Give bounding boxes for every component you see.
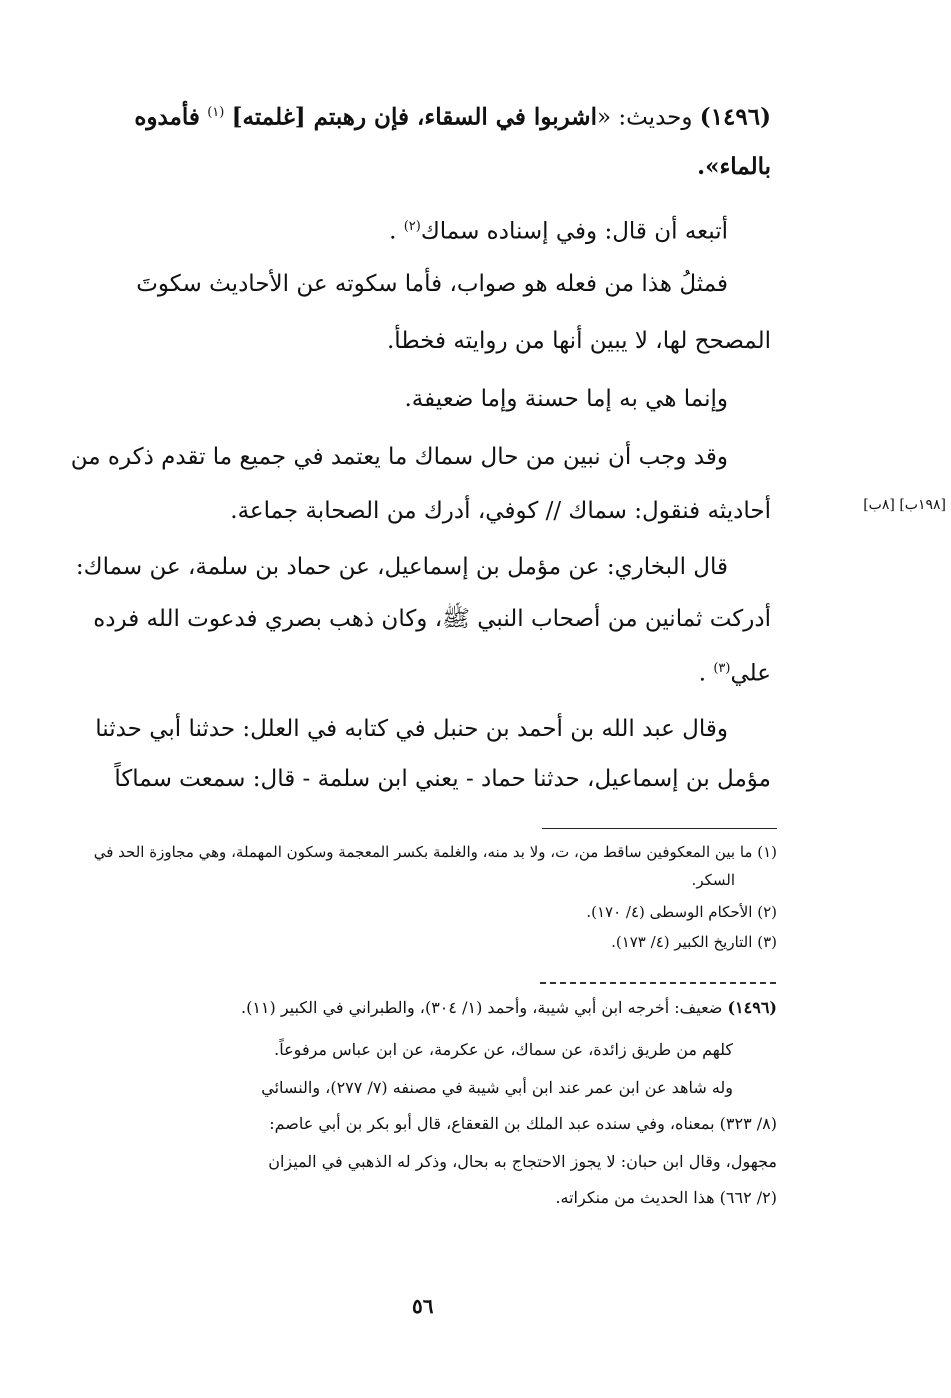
line3-tail: . [389,218,397,245]
main-line-9: قال البخاري: عن مؤمل بن إسماعيل، عن حماد بن سلمة، عن سماك: [75,554,728,580]
footnote-1-number: (١) [757,843,777,861]
takhrij-line-2: كلهم من طريق زائدة، عن سماك، عن عكرمة، عن ابن عباس مرفوعاً. [274,1040,733,1059]
line3-text: أتبعه أن قال: وفي إسناده سماك [420,218,728,245]
main-line-12: وقال عبد الله بن أحمد بن حنبل في كتابه في العلل: حدثنا أبي حدثنا [95,716,728,742]
main-line-10: أدركت ثمانين من أصحاب النبي ﷺ، وكان ذهب بصري فدعوت الله فرده [93,606,771,632]
footnote-3 [611,930,777,954]
takhrij-separator [540,982,776,984]
margin-folio-note: [١٩٨ب] [٨ب] [863,497,946,513]
takhrij-line-4: (٨/ ٣٢٣) بمعناه، وفي سنده عبد الملك بن القعقاع، قال أبو بكر بن أبي عاصم: [269,1114,777,1133]
takhrij-line-5: مجهول، وقال ابن حبان: لا يجوز الاحتجاج به بحال، وذكر له الذهبي في الميزان [268,1152,777,1171]
main-line-13: مؤمل بن إسماعيل، حدثنا حماد - يعني ابن سلمة - قال: سمعت سماكاً [114,766,771,792]
footnote-3-text: التاريخ الكبير (٤/ ١٧٣). [611,933,753,951]
footnote-2-text: الأحكام الوسطى (٤/ ١٧٠). [586,903,753,921]
main-line-6: وإنما هي به إما حسنة وإما ضعيفة. [404,386,728,412]
main-line-1 [51,96,771,135]
line1-quote: اشربوا في السقاء، فإن رهبتم [غلمته] [231,103,597,131]
line1-tail: فأمدوه [134,103,200,131]
line11-text: علي [730,660,771,687]
main-line-2: بالماء». [697,153,771,180]
takhrij-line-6: (٢/ ٦٦٢) هذا الحديث من منكراته. [555,1188,777,1207]
main-line-3 [389,210,728,249]
footnote-1-text: ما بين المعكوفين ساقط من، ت، ولا بد منه، والغلمة بكسر المعجمة وسكون المهملة، وهي مجاوزة الحد في [93,843,753,861]
page-number: ٥٦ [412,1294,434,1318]
main-line-7: وقد وجب أن نبين من حال سماك ما يعتمد في جميع ما تقدم ذكره من [70,444,728,470]
footnote-ref-2: (٢) [403,219,421,234]
footnote-separator [542,828,777,829]
takhrij-number: (١٤٩٦) [727,998,777,1017]
footnote-2-number: (٢) [757,903,777,921]
footnote-1-continuation: السكر. [691,871,735,889]
footnote-ref-1: (١) [207,105,225,120]
line1-prefix: وحديث: « [596,104,693,131]
footnote-ref-3: (٣) [713,661,731,676]
takhrij-line-1-text: ضعيف: أخرجه ابن أبي شيبة، وأحمد (١/ ٣٠٤)، والطبراني في الكبير (١١). [241,998,723,1017]
footnote-2 [586,900,777,924]
line11-tail: . [698,660,707,687]
footnote-1 [94,840,777,864]
main-line-8: أحاديثه فنقول: سماك // كوفي، أدرك من الصحابة جماعة. [230,498,771,524]
hadith-number: (١٤٩٦) [699,103,771,131]
takhrij-line-3: وله شاهد عن ابن عمر عند ابن أبي شيبة في مصنفه (٧/ ٢٧٧)، والنسائي [261,1078,733,1097]
main-line-4: فمثلُ هذا من فعله هو صواب، فأما سكوته عن الأحاديث سكوتَ [136,271,728,297]
main-line-11 [699,652,771,691]
takhrij-line-1 [241,994,777,1022]
main-line-5: المصحح لها، لا يبين أنها من روايته فخطأ. [387,328,771,354]
footnote-3-number: (٣) [757,933,777,951]
